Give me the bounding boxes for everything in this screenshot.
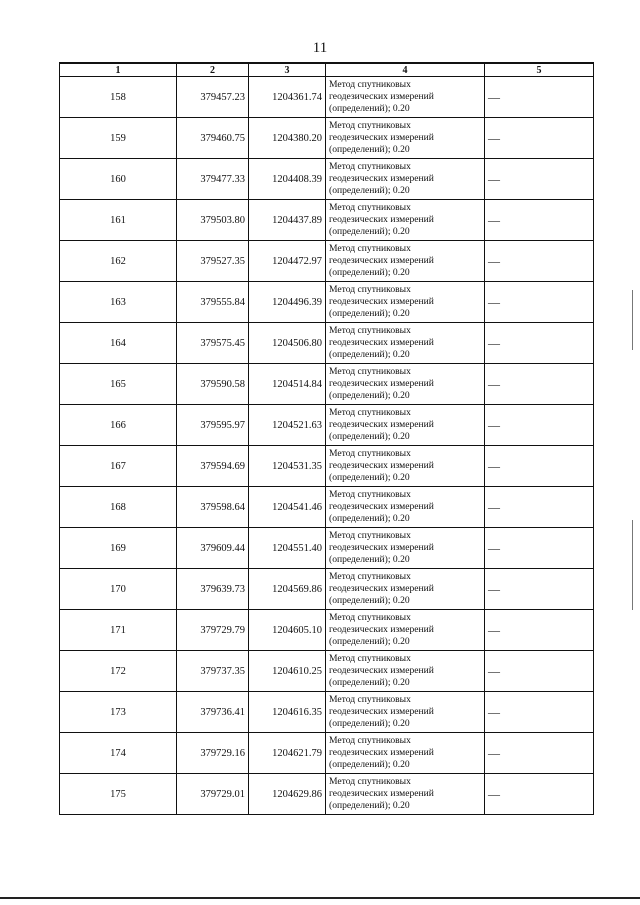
point-number: 175 — [60, 774, 177, 815]
table-row — [60, 487, 594, 528]
method-line-3: (определений); 0.20 — [329, 554, 410, 565]
method-line-1: Метод спутниковых — [329, 735, 411, 746]
point-description: — — [485, 692, 594, 733]
table-row — [60, 77, 594, 118]
method-accuracy — [326, 77, 485, 118]
point-description: — — [485, 528, 594, 569]
method-line-1: Метод спутниковых — [329, 120, 411, 131]
point-number: 172 — [60, 651, 177, 692]
method-accuracy — [326, 610, 485, 651]
point-description: — — [485, 77, 594, 118]
coord-x: 379457.23 — [177, 77, 249, 118]
point-description: — — [485, 610, 594, 651]
point-description: — — [485, 241, 594, 282]
coord-y: 1204569.86 — [249, 569, 326, 610]
point-number: 173 — [60, 692, 177, 733]
table-row — [60, 528, 594, 569]
method-line-1: Метод спутниковых — [329, 530, 411, 541]
coord-y: 1204605.10 — [249, 610, 326, 651]
table-row — [60, 159, 594, 200]
coord-y: 1204551.40 — [249, 528, 326, 569]
method-line-2: геодезических измерений — [329, 747, 434, 758]
point-description: — — [485, 159, 594, 200]
point-number: 163 — [60, 282, 177, 323]
method-line-3: (определений); 0.20 — [329, 677, 410, 688]
method-line-2: геодезических измерений — [329, 788, 434, 799]
point-number: 161 — [60, 200, 177, 241]
method-line-2: геодезических измерений — [329, 583, 434, 594]
point-description: — — [485, 774, 594, 815]
coord-y: 1204616.35 — [249, 692, 326, 733]
method-line-1: Метод спутниковых — [329, 202, 411, 213]
point-description: — — [485, 323, 594, 364]
table-row — [60, 692, 594, 733]
method-line-1: Метод спутниковых — [329, 407, 411, 418]
method-line-2: геодезических измерений — [329, 91, 434, 102]
header-col-1: 1 — [60, 63, 177, 77]
method-line-2: геодезических измерений — [329, 706, 434, 717]
point-number: 170 — [60, 569, 177, 610]
coord-x: 379729.01 — [177, 774, 249, 815]
coord-x: 379609.44 — [177, 528, 249, 569]
method-accuracy — [326, 159, 485, 200]
method-line-3: (определений); 0.20 — [329, 472, 410, 483]
method-line-1: Метод спутниковых — [329, 612, 411, 623]
coordinates-table-container — [59, 62, 593, 815]
coordinates-table — [59, 62, 594, 815]
point-number: 165 — [60, 364, 177, 405]
method-line-3: (определений); 0.20 — [329, 636, 410, 647]
point-description: — — [485, 118, 594, 159]
page-bottom-rule — [0, 897, 640, 899]
method-line-3: (определений); 0.20 — [329, 513, 410, 524]
method-line-3: (определений); 0.20 — [329, 390, 410, 401]
method-line-1: Метод спутниковых — [329, 448, 411, 459]
method-line-3: (определений); 0.20 — [329, 595, 410, 606]
point-description: — — [485, 446, 594, 487]
table-row — [60, 323, 594, 364]
point-number: 168 — [60, 487, 177, 528]
table-row — [60, 446, 594, 487]
table-body — [60, 77, 594, 815]
method-line-2: геодезических измерений — [329, 296, 434, 307]
coord-x: 379639.73 — [177, 569, 249, 610]
method-line-2: геодезических измерений — [329, 624, 434, 635]
table-row — [60, 610, 594, 651]
header-col-5: 5 — [485, 63, 594, 77]
point-number: 169 — [60, 528, 177, 569]
coord-y: 1204472.97 — [249, 241, 326, 282]
point-description: — — [485, 651, 594, 692]
method-accuracy — [326, 528, 485, 569]
scan-edge-mark — [632, 520, 633, 610]
table-row — [60, 118, 594, 159]
coord-x: 379460.75 — [177, 118, 249, 159]
method-accuracy — [326, 446, 485, 487]
method-line-1: Метод спутниковых — [329, 653, 411, 664]
method-line-3: (определений); 0.20 — [329, 800, 410, 811]
point-number: 171 — [60, 610, 177, 651]
point-description: — — [485, 733, 594, 774]
coord-x: 379527.35 — [177, 241, 249, 282]
point-description: — — [485, 487, 594, 528]
method-line-3: (определений); 0.20 — [329, 308, 410, 319]
method-accuracy — [326, 651, 485, 692]
method-line-2: геодезических измерений — [329, 542, 434, 553]
method-line-1: Метод спутниковых — [329, 489, 411, 500]
method-line-3: (определений); 0.20 — [329, 431, 410, 442]
coord-y: 1204408.39 — [249, 159, 326, 200]
coord-x: 379729.16 — [177, 733, 249, 774]
method-line-1: Метод спутниковых — [329, 79, 411, 90]
point-number: 158 — [60, 77, 177, 118]
point-number: 174 — [60, 733, 177, 774]
method-line-2: геодезических измерений — [329, 337, 434, 348]
method-accuracy — [326, 364, 485, 405]
point-number: 159 — [60, 118, 177, 159]
method-line-2: геодезических измерений — [329, 255, 434, 266]
method-line-1: Метод спутниковых — [329, 571, 411, 582]
method-line-2: геодезических измерений — [329, 378, 434, 389]
point-number: 167 — [60, 446, 177, 487]
method-accuracy — [326, 200, 485, 241]
method-accuracy — [326, 569, 485, 610]
coord-y: 1204629.86 — [249, 774, 326, 815]
table-row — [60, 241, 594, 282]
coord-y: 1204610.25 — [249, 651, 326, 692]
coord-x: 379598.64 — [177, 487, 249, 528]
coord-y: 1204361.74 — [249, 77, 326, 118]
table-row — [60, 200, 594, 241]
point-description: — — [485, 364, 594, 405]
coord-x: 379729.79 — [177, 610, 249, 651]
method-line-2: геодезических измерений — [329, 501, 434, 512]
header-col-2: 2 — [177, 63, 249, 77]
point-number: 160 — [60, 159, 177, 200]
table-header-row — [60, 63, 594, 77]
method-line-1: Метод спутниковых — [329, 243, 411, 254]
table-row — [60, 405, 594, 446]
point-description: — — [485, 405, 594, 446]
method-line-3: (определений); 0.20 — [329, 185, 410, 196]
method-accuracy — [326, 692, 485, 733]
coord-y: 1204621.79 — [249, 733, 326, 774]
method-line-3: (определений); 0.20 — [329, 349, 410, 360]
method-line-2: геодезических измерений — [329, 460, 434, 471]
point-description: — — [485, 282, 594, 323]
header-col-3: 3 — [249, 63, 326, 77]
method-accuracy — [326, 323, 485, 364]
scan-edge-mark — [632, 290, 633, 350]
coord-x: 379736.41 — [177, 692, 249, 733]
method-line-2: геодезических измерений — [329, 132, 434, 143]
coord-y: 1204514.84 — [249, 364, 326, 405]
coord-y: 1204506.80 — [249, 323, 326, 364]
coord-y: 1204521.63 — [249, 405, 326, 446]
point-number: 164 — [60, 323, 177, 364]
table-row — [60, 364, 594, 405]
method-line-3: (определений); 0.20 — [329, 226, 410, 237]
coord-y: 1204541.46 — [249, 487, 326, 528]
coord-y: 1204437.89 — [249, 200, 326, 241]
method-accuracy — [326, 774, 485, 815]
table-row — [60, 282, 594, 323]
method-accuracy — [326, 282, 485, 323]
coord-x: 379595.97 — [177, 405, 249, 446]
table-row — [60, 569, 594, 610]
method-accuracy — [326, 118, 485, 159]
method-line-2: геодезических измерений — [329, 214, 434, 225]
method-line-1: Метод спутниковых — [329, 694, 411, 705]
table-row — [60, 651, 594, 692]
point-number: 162 — [60, 241, 177, 282]
coord-x: 379503.80 — [177, 200, 249, 241]
method-line-3: (определений); 0.20 — [329, 144, 410, 155]
method-line-2: геодезических измерений — [329, 665, 434, 676]
coord-x: 379477.33 — [177, 159, 249, 200]
method-accuracy — [326, 487, 485, 528]
coord-x: 379555.84 — [177, 282, 249, 323]
method-line-3: (определений); 0.20 — [329, 103, 410, 114]
header-col-4: 4 — [326, 63, 485, 77]
method-line-3: (определений); 0.20 — [329, 267, 410, 278]
point-description: — — [485, 200, 594, 241]
method-line-1: Метод спутниковых — [329, 776, 411, 787]
coord-x: 379737.35 — [177, 651, 249, 692]
page-number: 11 — [312, 40, 328, 56]
method-line-3: (определений); 0.20 — [329, 718, 410, 729]
coord-x: 379594.69 — [177, 446, 249, 487]
method-line-2: геодезических измерений — [329, 173, 434, 184]
method-line-1: Метод спутниковых — [329, 284, 411, 295]
table-row — [60, 733, 594, 774]
point-number: 166 — [60, 405, 177, 446]
method-line-1: Метод спутниковых — [329, 366, 411, 377]
point-description: — — [485, 569, 594, 610]
method-line-3: (определений); 0.20 — [329, 759, 410, 770]
method-accuracy — [326, 405, 485, 446]
method-line-1: Метод спутниковых — [329, 325, 411, 336]
method-line-1: Метод спутниковых — [329, 161, 411, 172]
method-accuracy — [326, 733, 485, 774]
method-accuracy — [326, 241, 485, 282]
coord-y: 1204496.39 — [249, 282, 326, 323]
coord-y: 1204531.35 — [249, 446, 326, 487]
coord-x: 379590.58 — [177, 364, 249, 405]
method-line-2: геодезических измерений — [329, 419, 434, 430]
table-row — [60, 774, 594, 815]
coord-y: 1204380.20 — [249, 118, 326, 159]
coord-x: 379575.45 — [177, 323, 249, 364]
